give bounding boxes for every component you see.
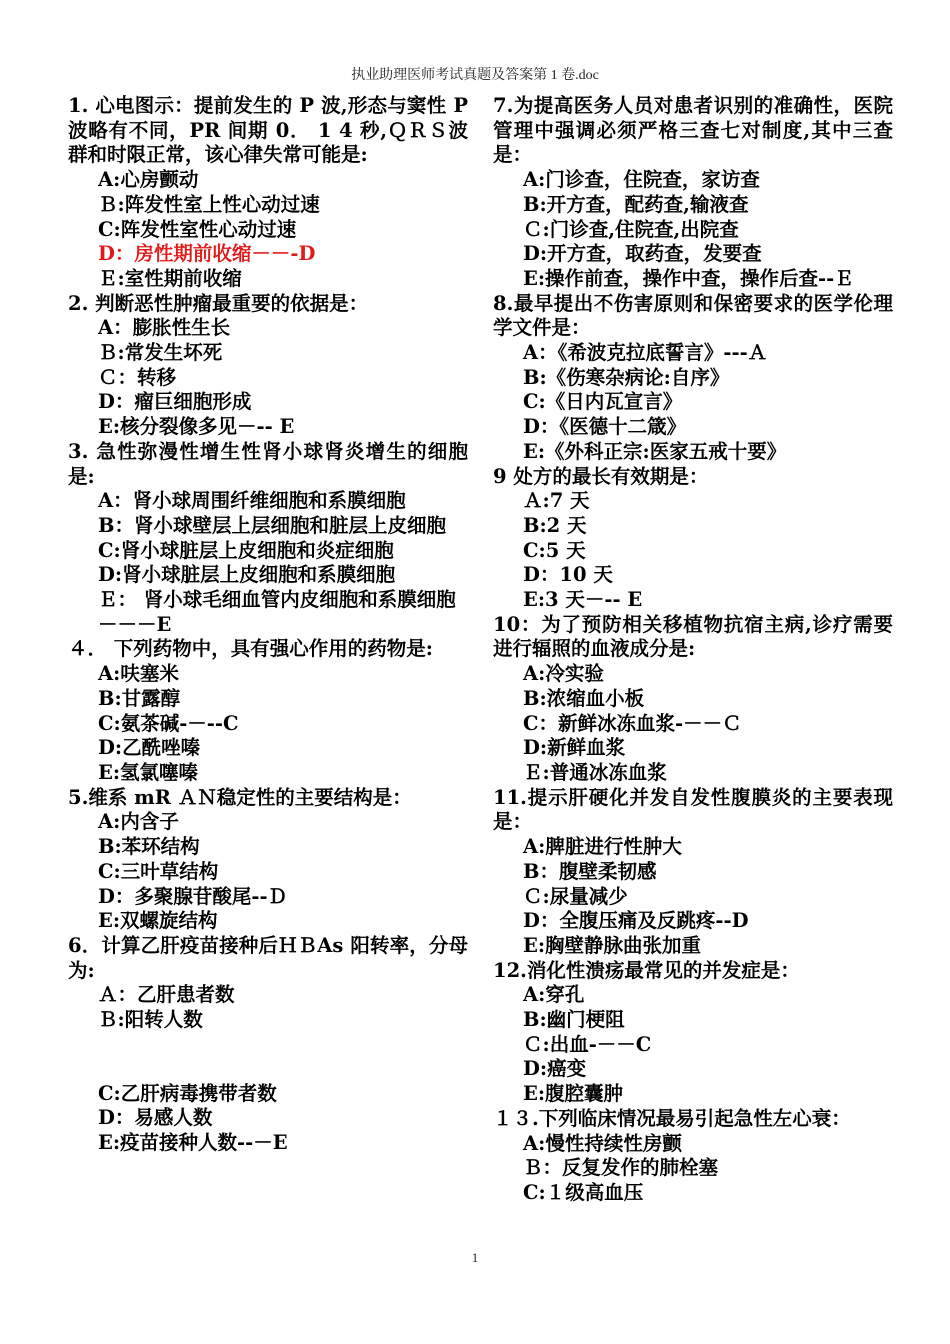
question-stem: 10：为了预防相关移植物抗宿主病,诊疗需要进行辐照的血液成分是:	[493, 612, 893, 661]
question-stem: 1. 心电图示：提前发生的 P 波,形态与窦性 P 波略有不同，PR 间期 0． 1 4 秒,ＱＲＳ波群和时限正常，该心律失常可能是:	[68, 94, 468, 167]
question-stem: １３.下列临床情况最易引起急性左心衰：	[493, 1106, 851, 1130]
answer-option: C：新鲜冰冻血浆-－－Ｃ	[523, 711, 742, 735]
question-block	[68, 637, 468, 785]
answer-option: D：易感人数	[98, 1106, 213, 1130]
question-block	[493, 1107, 893, 1206]
answer-option: D:癌变	[523, 1057, 587, 1081]
answer-option: C:乙肝病毒携带者数	[98, 1081, 277, 1105]
answer-option: Ａ:7 天	[523, 489, 590, 513]
answer-option: D:肾小球脏层上皮细胞和系膜细胞	[98, 563, 396, 587]
answer-option: E:核分裂像多见－-- E	[98, 415, 295, 439]
question-block	[493, 465, 893, 613]
question-stem: 2. 判断恶性肿瘤最重要的依据是：	[68, 291, 369, 315]
answer-option: A:穿孔	[523, 983, 585, 1007]
answer-option: Ｃ:尿量减少	[523, 884, 628, 908]
answer-option: D:乙酰唑嗪	[98, 736, 201, 760]
question-stem: 8.最早提出不伤害原则和保密要求的医学伦理学文件是：	[493, 291, 893, 340]
question-stem: ４． 下列药物中，具有强心作用的药物是:	[68, 637, 433, 661]
answer-option: E:疫苗接种人数--－E	[98, 1131, 288, 1155]
answer-option: A:门诊查，住院查，家访查	[523, 168, 760, 192]
answer-option: E:胸壁静脉曲张加重	[523, 933, 702, 957]
answer-option: D：瘤巨细胞形成	[98, 390, 252, 414]
answer-option: Ｅ:室性期前收缩	[98, 266, 242, 290]
answer-option: E:操作前查，操作中查，操作后查--Ｅ	[523, 266, 854, 290]
answer-option: B:甘露醇	[98, 686, 181, 710]
answer-option: B：腹壁柔韧感	[523, 859, 657, 883]
right-column	[493, 94, 893, 1206]
answer-option: C:阵发性室性心动过速	[98, 217, 297, 241]
answer-option: B:开方查，配药查,输液查	[523, 192, 749, 216]
question-block	[68, 440, 468, 638]
answer-option: Ａ：乙肝患者数	[98, 983, 235, 1007]
answer-option: Ｅ： 肾小球毛细血管内皮细胞和系膜细胞 －－－E	[98, 588, 456, 636]
answer-option: B:苯环结构	[98, 835, 200, 859]
question-block	[493, 786, 893, 959]
answer-option: B:《伤寒杂病论:自序》	[523, 365, 730, 389]
answer-option-highlighted: D：房性期前收缩－－-D	[98, 242, 316, 266]
question-block	[68, 292, 468, 440]
question-block	[68, 786, 468, 934]
blank-gap	[68, 1033, 468, 1082]
question-stem: 3. 急性弥漫性增生性肾小球肾炎增生的细胞是:	[68, 439, 468, 488]
answer-option: Ｅ:普通冰冻血浆	[523, 760, 667, 784]
answer-option: Ｂ:阳转人数	[98, 1008, 203, 1032]
answer-option: Ｂ:常发生坏死	[98, 341, 223, 365]
answer-option: B:2 天	[523, 513, 587, 537]
answer-option: C:氨茶碱-－--C	[98, 711, 239, 735]
question-block	[493, 613, 893, 786]
answer-option: C:5 天	[523, 538, 586, 562]
answer-option: A:慢性持续性房颤	[523, 1131, 682, 1155]
answer-option: D:新鲜血浆	[523, 736, 626, 760]
answer-option: E:双螺旋结构	[98, 909, 218, 933]
question-stem: 7.为提高医务人员对患者识别的准确性，医院管理中强调必须严格三查七对制度,其中三查是：	[493, 94, 893, 167]
answer-option: E:3 天－-- E	[523, 588, 643, 612]
question-stem: 12.消化性溃疡最常见的并发症是：	[493, 958, 800, 982]
answer-option: Ｂ：反复发作的肺栓塞	[523, 1156, 719, 1180]
answer-option: A:呋塞米	[98, 662, 179, 686]
question-block	[68, 934, 468, 1156]
answer-option: A:脾脏进行性肿大	[523, 835, 682, 859]
answer-option: A:冷实验	[523, 662, 604, 686]
answer-option: C:三叶草结构	[98, 859, 219, 883]
answer-option: D：全腹压痛及反跳疼--D	[523, 909, 749, 933]
answer-option: C:１级高血压	[523, 1180, 644, 1204]
answer-option: D：《医德十二箴》	[523, 415, 687, 439]
answer-option: Ｃ：转移	[98, 365, 177, 389]
answer-option: A:心房颤动	[98, 168, 199, 192]
question-stem: 9 处方的最长有效期是：	[493, 464, 709, 488]
answer-option: A：肾小球周围纤维细胞和系膜细胞	[98, 489, 406, 513]
answer-option: B:浓缩血小板	[523, 686, 645, 710]
answer-option: E:氢氯噻嗪	[98, 760, 199, 784]
answer-option: D：10 天	[523, 563, 613, 587]
left-column	[68, 94, 468, 1156]
question-stem: 5.维系 mR ＡＮ稳定性的主要结构是：	[68, 785, 412, 809]
page-number: 1	[471, 1250, 479, 1265]
document-header: 执业助理医师考试真题及答案第 1 卷.doc	[351, 68, 599, 83]
answer-option: E:腹腔囊肿	[523, 1082, 624, 1106]
question-stem: 11.提示肝硬化并发自发性腹膜炎的主要表现是：	[493, 785, 893, 834]
answer-option: B:幽门梗阻	[523, 1008, 625, 1032]
answer-option: Ｃ:门诊查,住院查,出院查	[523, 217, 739, 241]
answer-option: A：膨胀性生长	[98, 316, 231, 340]
answer-option: C:《日内瓦宣言》	[523, 390, 683, 414]
question-block	[493, 959, 893, 1107]
question-block	[493, 94, 893, 292]
question-block	[493, 292, 893, 465]
answer-option: B：肾小球壁层上层细胞和脏层上皮细胞	[98, 513, 446, 537]
question-stem: 6．计算乙肝疫苗接种后ＨＢAs 阳转率，分母为:	[68, 933, 468, 982]
answer-option: Ｂ:阵发性室上性心动过速	[98, 192, 320, 216]
answer-option: E:《外科正宗:医家五戒十要》	[523, 439, 787, 463]
answer-option: A：《希波克拉底誓言》---Ａ	[523, 341, 768, 365]
answer-option: D：多聚腺苷酸尾--Ｄ	[98, 884, 288, 908]
answer-option: Ｃ:出血-－－C	[523, 1032, 652, 1056]
answer-option: D:开方查，取药查，发要查	[523, 242, 762, 266]
answer-option: A:内含子	[98, 810, 179, 834]
question-block	[68, 94, 468, 292]
answer-option: C:肾小球脏层上皮细胞和炎症细胞	[98, 538, 394, 562]
